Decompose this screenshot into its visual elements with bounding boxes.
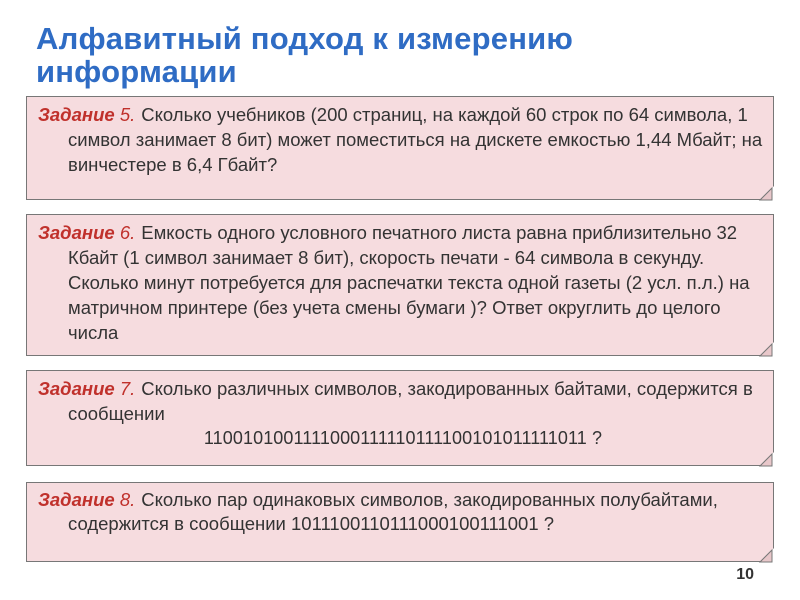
task-box-7 xyxy=(26,370,778,466)
task-label: Задание xyxy=(38,222,115,243)
page-fold-icon xyxy=(758,548,774,564)
task-text-5 xyxy=(38,102,768,177)
task-body: Сколько учебников (200 страниц, на каждой 60 строк по 64 символа, 1 символ занимает 8 бит) может поместиться на дискете емкостью 1,44 Мбайт; на винчестере в 6,4 Гбайт? xyxy=(68,104,763,175)
task-body: Сколько различных символов, закодированных байтами, содержится в сообщении xyxy=(68,378,753,424)
page-fold-icon xyxy=(758,186,774,202)
page-title: Алфавитный подход к измерению информации xyxy=(36,21,574,89)
task-label: Задание xyxy=(38,378,115,399)
task-number: 8. xyxy=(119,489,136,510)
task-body: Емкость одного условного печатного листа равна приблизительно 32 Кбайт (1 символ занимает 8 бит), скорость печати - 64 символа в секунду. Сколько минут потребуется для распечатки текста одной газеты (2 усл. п.л.) на матричном принтере (без учета смены бумаги )? Ответ округлить до целого числа xyxy=(68,222,750,343)
task-text-6 xyxy=(38,220,768,345)
task-number: 7. xyxy=(119,378,136,399)
task-text-7 xyxy=(38,376,768,451)
task-number: 6. xyxy=(119,222,136,243)
binary-message: 1100101001111000111110111100101011111011 ? xyxy=(203,428,603,448)
page-fold-icon xyxy=(758,452,774,468)
task-number: 5. xyxy=(119,104,136,125)
task-body: Сколько пар одинаковых символов, закодированных полубайтами, содержится в сообщении 1011100110111000100111001 ? xyxy=(68,489,718,534)
task-label: Задание xyxy=(38,104,115,125)
page-number: 10 xyxy=(736,566,754,583)
task-box-8 xyxy=(26,482,778,562)
task-text-8 xyxy=(38,488,768,536)
task-box-5 xyxy=(26,96,778,200)
task-box-6 xyxy=(26,214,778,356)
task-label: Задание xyxy=(38,489,115,510)
